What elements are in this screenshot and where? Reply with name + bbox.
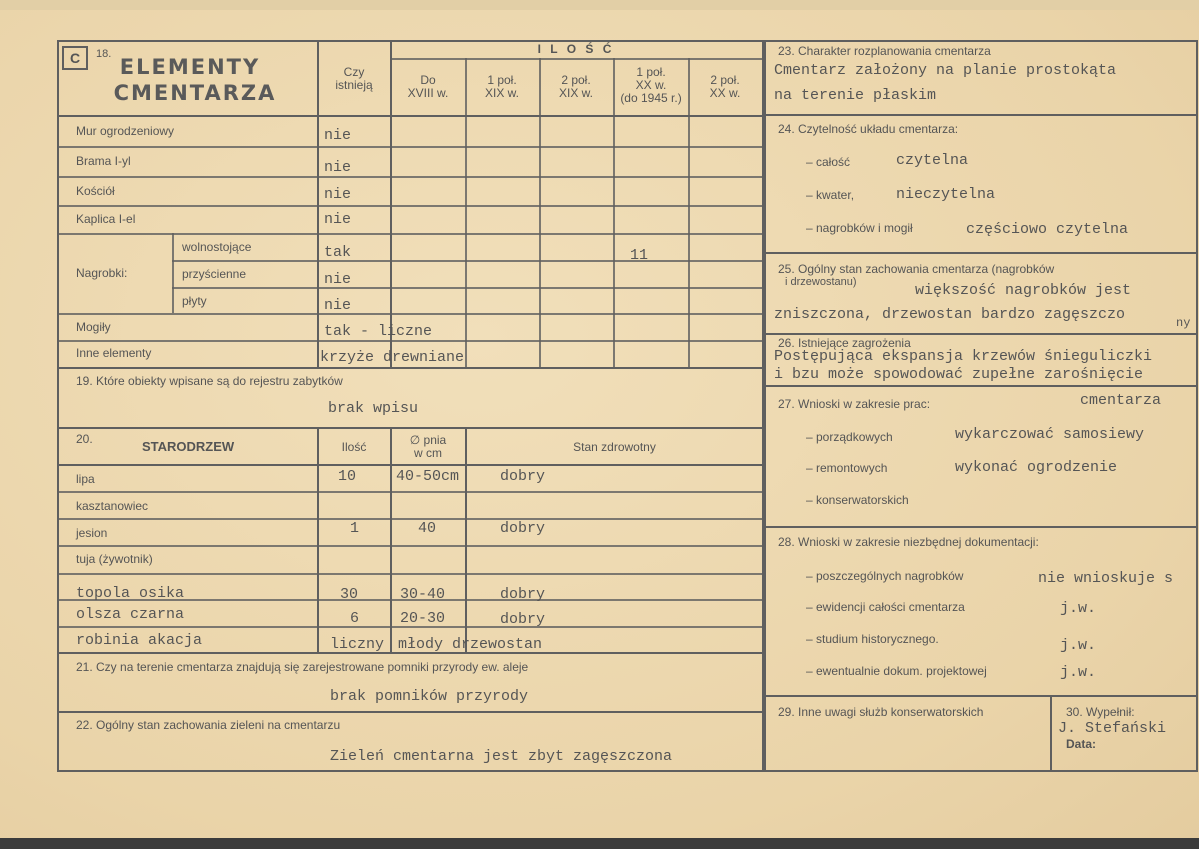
q27-remontowych-label: – remontowych	[806, 461, 888, 475]
q24-nagrobkow-value: częściowo czytelna	[966, 221, 1129, 238]
brama-label: Brama I-yl	[76, 154, 131, 168]
rule	[539, 58, 541, 368]
q24-kwater-label: – kwater,	[806, 188, 855, 202]
q23-answer-line2: na terenie płaskim	[774, 87, 937, 104]
rule	[57, 176, 762, 178]
q28-b-value: j.w.	[1060, 600, 1097, 617]
tree-diameter: 40-50cm	[396, 468, 460, 485]
kaplica-label: Kaplica I-el	[76, 212, 136, 226]
mogily-value: tak - liczne	[324, 323, 433, 340]
rule	[57, 427, 762, 429]
mur-label: Mur ogrodzeniowy	[76, 124, 175, 138]
rule	[1050, 695, 1052, 770]
rule	[57, 205, 762, 207]
q27-label: 27. Wnioski w zakresie prac:	[778, 397, 931, 411]
rule	[764, 695, 1198, 697]
q19-answer: brak wpisu	[328, 400, 419, 417]
rule	[57, 491, 762, 493]
kosciol-label: Kościół	[76, 184, 115, 198]
tree-count: 10	[338, 468, 357, 485]
rule	[172, 260, 762, 262]
tree-name: topola osika	[76, 585, 185, 602]
q30-label: 30. Wypełnił:	[1066, 705, 1135, 719]
rule	[688, 58, 690, 368]
brama-value: nie	[324, 159, 352, 176]
section-number: 18.	[96, 48, 112, 60]
tree-health: dobry	[500, 520, 546, 537]
title-line1: ELEMENTY	[119, 55, 261, 79]
q28-a-label: – poszczególnych nagrobków	[806, 569, 964, 583]
tree-health: dobry	[500, 468, 546, 485]
kaplica-value: nie	[324, 211, 352, 228]
rule	[57, 146, 762, 148]
rule	[764, 385, 1198, 387]
tree-name: kasztanowiec	[76, 499, 149, 513]
trees-col-health: Stan zdrowotny	[573, 440, 656, 454]
q21-label: 21. Czy na terenie cmentarza znajdują się zarejestrowane pomniki przyrody ew. aleje	[76, 660, 529, 674]
rule	[465, 58, 467, 368]
rule	[764, 333, 1198, 335]
rule	[172, 287, 762, 289]
rule	[57, 115, 762, 117]
q22-label: 22. Ogólny stan zachowania zieleni na cmentarzu	[76, 718, 341, 732]
inne-label: Inne elementy	[76, 346, 152, 360]
q25-label-line2: i drzewostanu)	[785, 276, 857, 288]
rule	[57, 340, 762, 342]
rule	[57, 545, 762, 547]
rule	[390, 427, 392, 653]
wolnostojace-count: 11	[630, 247, 649, 264]
rule	[57, 573, 762, 575]
col-19b-header: 2 poł. XIX w.	[558, 73, 593, 100]
przyscienne-label: przyścienne	[182, 267, 247, 281]
section-letter: C	[69, 50, 81, 66]
wolnostojace-label: wolnostojące	[182, 240, 252, 254]
mogily-label: Mogiły	[76, 320, 111, 334]
tree-health: dobry	[500, 611, 546, 628]
tree-count: 6	[350, 610, 360, 627]
rule	[57, 518, 762, 520]
q24-nagrobkow-label: – nagrobków i mogił	[806, 221, 913, 235]
plyty-value: nie	[324, 297, 352, 314]
tree-diameter: 30-40	[400, 586, 446, 603]
q28-c-value: j.w.	[1060, 637, 1097, 654]
trees-number: 20.	[76, 432, 93, 446]
section-letter-box	[62, 46, 88, 70]
col-pre18-header: Do XVIII w.	[407, 73, 449, 100]
col-19a-header: 1 poł. XIX w.	[484, 73, 519, 100]
q27-label-tail: cmentarza	[1080, 392, 1162, 409]
top-edge	[0, 0, 1199, 10]
q26-label: 26. Istniejące zagrożenia	[778, 336, 911, 350]
rule	[57, 233, 762, 235]
q28-d-value: j.w.	[1060, 664, 1097, 681]
q26-answer-line2: i bzu może spowodować zupełne zarośnięcie	[774, 366, 1144, 383]
tree-diameter: 40	[418, 520, 437, 537]
rule	[764, 114, 1198, 116]
title-line2: CMENTARZA	[113, 81, 277, 105]
rule	[57, 367, 762, 369]
rule	[57, 313, 762, 315]
bottom-edge	[0, 838, 1199, 849]
q28-a-value: nie wnioskuje s	[1038, 570, 1174, 587]
nagrobki-label: Nagrobki:	[76, 266, 128, 280]
q23-label: 23. Charakter rozplanowania cmentarza	[778, 44, 991, 58]
tree-count: liczny	[330, 636, 385, 653]
q28-d-label: – ewentualnie dokum. projektowej	[806, 664, 987, 678]
col-quantity-header: I L O Ś Ć	[537, 42, 615, 56]
rule	[764, 252, 1198, 254]
przyscienne-value: nie	[324, 271, 352, 288]
q30-date-label: Data:	[1066, 737, 1097, 751]
kosciol-value: nie	[324, 186, 352, 203]
q27-porzadkowych-value: wykarczować samosiewy	[955, 426, 1145, 443]
q30-name: J. Stefański	[1058, 720, 1167, 737]
q25-answer-line1: większość nagrobków jest	[915, 282, 1132, 299]
q27-konserwatorskich-label: – konserwatorskich	[806, 493, 909, 507]
inne-value: krzyże drewniane	[320, 349, 465, 366]
col-exists-header: Czy istnieją	[335, 65, 373, 92]
tree-name: robinia akacja	[76, 632, 203, 649]
tree-count: 30	[340, 586, 359, 603]
tree-health: dobry	[500, 586, 546, 603]
q28-b-label: – ewidencji całości cmentarza	[806, 600, 965, 614]
q22-answer: Zieleń cmentarna jest zbyt zagęszczona	[330, 748, 673, 765]
trees-col-diameter: ∅ pnia w cm	[409, 433, 447, 460]
q29-label: 29. Inne uwagi służb konserwatorskich	[778, 705, 984, 719]
q24-calosc-label: – całość	[806, 155, 851, 169]
tree-count: 1	[350, 520, 360, 537]
q24-kwater-value: nieczytelna	[896, 186, 996, 203]
q25-answer-tail: ny	[1176, 316, 1191, 330]
plyty-label: płyty	[182, 294, 207, 308]
trees-col-count: Ilość	[341, 440, 367, 454]
q27-remontowych-value: wykonać ogrodzenie	[955, 459, 1118, 476]
tree-name: olsza czarna	[76, 606, 185, 623]
tree-name: lipa	[76, 472, 95, 486]
q25-label-line1: 25. Ogólny stan zachowania cmentarza (nagrobków	[778, 262, 1055, 276]
rule	[57, 711, 762, 713]
rule	[764, 526, 1198, 528]
q28-label: 28. Wnioski w zakresie niezbędnej dokumentacji:	[778, 535, 1039, 549]
q24-calosc-value: czytelna	[896, 152, 969, 169]
rule	[317, 427, 319, 653]
q19-label: 19. Które obiekty wpisane są do rejestru zabytków	[76, 374, 343, 388]
col-20b-header: 2 poł. XX w.	[709, 73, 741, 100]
col-20a-header: 1 poł. XX w. (do 1945 r.)	[620, 65, 682, 105]
trees-title: STARODRZEW	[142, 439, 235, 454]
rule	[391, 58, 762, 60]
tree-name: jesion	[76, 526, 108, 540]
wolnostojace-value: tak	[324, 244, 352, 261]
q25-answer-line2: zniszczona, drzewostan bardzo zagęszczo	[774, 306, 1126, 323]
rule	[172, 233, 174, 313]
tree-diameter: 20-30	[400, 610, 446, 627]
q23-answer-line1: Cmentarz założony na planie prostokąta	[774, 62, 1117, 79]
q28-c-label: – studium historycznego.	[806, 632, 939, 646]
mur-value: nie	[324, 127, 352, 144]
rule	[465, 427, 467, 653]
tree-diameter: młody drzewostan	[398, 636, 543, 653]
q27-porzadkowych-label: – porządkowych	[806, 430, 893, 444]
q24-label: 24. Czytelność układu cmentarza:	[778, 122, 959, 136]
q26-answer-line1: Postępująca ekspansja krzewów śnieguliczki	[774, 348, 1153, 365]
q21-answer: brak pomników przyrody	[330, 688, 529, 705]
tree-name: tuja (żywotnik)	[76, 552, 153, 566]
rule	[57, 464, 762, 466]
